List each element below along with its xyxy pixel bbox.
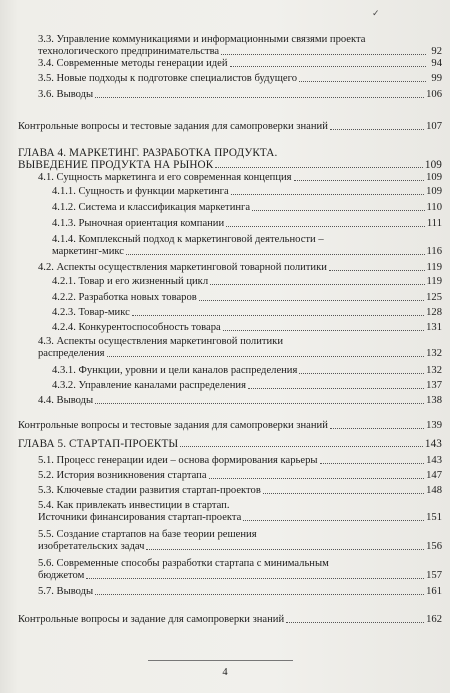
toc-entry-4-3-1 xyxy=(52,365,442,377)
toc-entry-text: 5.3. Ключевые стадии развития стартап-проектов xyxy=(38,485,261,496)
toc-entry-text: 4.2.3. Товар-микс xyxy=(52,307,130,318)
toc-page-number: 119 xyxy=(426,276,442,287)
toc-entry-text: 5.7. Выводы xyxy=(38,586,94,597)
toc-entry-3-4 xyxy=(38,58,442,70)
toc-entry-text: 4.1.3. Рыночная ориентация компании xyxy=(52,218,225,229)
leader-dots xyxy=(210,284,424,285)
leader-dots xyxy=(243,520,424,521)
leader-dots xyxy=(299,373,424,374)
toc-entry-5-5 xyxy=(38,529,442,553)
toc-page-number: 111 xyxy=(426,218,442,229)
toc-entry-4-1-1 xyxy=(52,186,442,198)
toc-entry-text: 3.5. Новые подходы к подготовке специалистов будущего xyxy=(38,73,297,84)
toc-entry-5-7 xyxy=(38,586,442,598)
toc-page-number: 110 xyxy=(426,202,442,213)
leader-dots xyxy=(248,388,424,389)
toc-entry-text: 4.4. Выводы xyxy=(38,395,94,406)
toc-page-number: 107 xyxy=(426,121,442,132)
toc-entry-text: Контрольные вопросы и тестовые задания для самопроверки знаний xyxy=(18,420,328,431)
toc-page-number: 132 xyxy=(426,365,442,376)
leader-dots xyxy=(209,478,425,479)
leader-dots xyxy=(95,403,424,404)
toc-page-number: 94 xyxy=(431,58,442,69)
leader-dots xyxy=(320,463,425,464)
leader-dots xyxy=(221,54,426,55)
toc-entry-text: Источники финансирования стартап-проекта xyxy=(38,512,242,523)
toc-entry-4-2-2 xyxy=(52,292,442,304)
toc-entry-4-3-2 xyxy=(52,380,442,392)
toc-entry-text: 4.2.2. Разработка новых товаров xyxy=(52,292,197,303)
toc-entry-text: 4.3.2. Управление каналами распределения xyxy=(52,380,246,391)
leader-dots xyxy=(215,167,423,168)
toc-page-number: 148 xyxy=(426,485,442,496)
toc-entry-text: изобретательских задач xyxy=(38,541,145,552)
toc-page-number: 99 xyxy=(431,73,442,84)
toc-entry-text: 4.1. Сущность маркетинга и его современная концепция xyxy=(38,172,292,183)
leader-dots xyxy=(330,428,424,429)
toc-entry-text: бюджетом xyxy=(38,570,85,581)
leader-dots xyxy=(132,315,424,316)
toc-entry-text: 4.2.1. Товар и его жизненный цикл xyxy=(52,276,209,287)
toc-entry-text: 5.4. Как привлекать инвестиции в стартап. xyxy=(38,500,230,511)
toc-page-number: 138 xyxy=(426,395,442,406)
chapter-title: ГЛАВА 4. МАРКЕТИНГ. РАЗРАБОТКА ПРОДУКТА. xyxy=(18,147,278,159)
chapter-title: ВЫВЕДЕНИЕ ПРОДУКТА НА РЫНОК xyxy=(18,159,214,171)
toc-page-number: 116 xyxy=(426,246,442,257)
toc-page-number: 128 xyxy=(426,307,442,318)
toc-page-number: 131 xyxy=(426,322,442,333)
toc-entry-text: 4.3.1. Функции, уровни и цели каналов распределения xyxy=(52,365,298,376)
toc-entry-text: маркетинг-микс xyxy=(52,246,125,257)
leader-dots xyxy=(95,594,424,595)
toc-entry-4-2-1 xyxy=(52,276,442,288)
toc-entry-text: 5.5. Создание стартапов на базе теории решения xyxy=(38,529,257,540)
toc-page-number: 157 xyxy=(426,570,442,581)
leader-dots xyxy=(95,97,424,98)
toc-entry-3-3 xyxy=(38,34,442,58)
toc-page-number: 106 xyxy=(426,89,442,100)
leader-dots xyxy=(286,622,424,623)
toc-page-number: 151 xyxy=(426,512,442,523)
toc-entry-text: 4.2. Аспекты осуществления маркетинговой товарной политики xyxy=(38,262,327,273)
toc-entry-3-6 xyxy=(38,89,442,101)
toc-entry-text: 5.1. Процесс генерации идеи – основа формирования карьеры xyxy=(38,455,318,466)
toc-entry-5-1 xyxy=(38,455,442,467)
leader-dots xyxy=(330,129,424,130)
toc-chapter-5 xyxy=(18,438,442,450)
leader-dots xyxy=(199,300,424,301)
leader-dots xyxy=(107,356,425,357)
toc-page-number: 143 xyxy=(426,455,442,466)
toc-entry-5-2 xyxy=(38,470,442,482)
leader-dots xyxy=(231,194,424,195)
leader-dots xyxy=(180,446,423,447)
toc-entry-text: 4.1.1. Сущность и функции маркетинга xyxy=(52,186,229,197)
leader-dots xyxy=(230,66,426,67)
toc-page-number: 137 xyxy=(426,380,442,391)
leader-dots xyxy=(223,330,424,331)
toc-page-number: 139 xyxy=(426,420,442,431)
toc-page-number: 109 xyxy=(426,172,442,183)
chapter-title: ГЛАВА 5. СТАРТАП-ПРОЕКТЫ xyxy=(18,438,179,450)
toc-page-number: 132 xyxy=(426,348,442,359)
toc-page-number: 119 xyxy=(426,262,442,273)
toc-entry-text: 5.6. Современные способы разработки стартапа с минимальным xyxy=(38,558,329,569)
toc-entry-text: 4.3. Аспекты осуществления маркетинговой политики xyxy=(38,336,283,347)
leader-dots xyxy=(226,226,425,227)
toc-entry-text: 4.1.4. Комплексный подход к маркетинговой деятельности – xyxy=(52,234,324,245)
toc-entry-text: 3.3. Управление коммуникациями и информационными связями проекта xyxy=(38,34,366,45)
toc-entry-3-5 xyxy=(38,73,442,85)
toc-page-number: 147 xyxy=(426,470,442,481)
leader-dots xyxy=(126,254,424,255)
footer-rule xyxy=(148,660,293,661)
leader-dots xyxy=(252,210,424,211)
leader-dots xyxy=(86,578,424,579)
toc-entry-4-1-2 xyxy=(52,202,442,214)
toc-entry-text: 4.1.2. Система и классификация маркетинга xyxy=(52,202,251,213)
toc-entry-4-2 xyxy=(38,262,442,274)
toc-entry-text: 3.4. Современные методы генерации идей xyxy=(38,58,228,69)
toc-entry-5-6 xyxy=(38,558,442,582)
leader-dots xyxy=(294,180,425,181)
toc-page-number: 156 xyxy=(426,541,442,552)
toc-entry-text: 5.2. История возникновения стартапа xyxy=(38,470,207,481)
toc-entry-4-2-3 xyxy=(52,307,442,319)
toc-entry-text: Контрольные вопросы и задание для самопроверки знаний xyxy=(18,614,285,625)
toc-entry-text: 3.6. Выводы xyxy=(38,89,94,100)
page-number: 4 xyxy=(222,667,228,678)
toc-entry-4-3 xyxy=(38,336,442,360)
toc-entry-4-2-4 xyxy=(52,322,442,334)
toc-entry-text: технологического предпринимательства xyxy=(38,46,220,57)
toc-entry-control-5 xyxy=(18,614,442,626)
leader-dots xyxy=(329,270,425,271)
toc-entry-4-1-4 xyxy=(52,234,442,258)
toc-entry-4-4 xyxy=(38,395,442,407)
toc-page-number: 109 xyxy=(426,186,442,197)
toc-page-number: 125 xyxy=(426,292,442,303)
toc-entry-control-4 xyxy=(18,420,442,432)
toc-entry-control-3 xyxy=(18,121,442,133)
toc-page-number: 92 xyxy=(431,46,442,57)
toc-entry-4-1-3 xyxy=(52,218,442,230)
leader-dots xyxy=(263,493,424,494)
toc-page-number: 162 xyxy=(426,614,442,625)
toc-entry-5-4 xyxy=(38,500,442,524)
toc-entry-text: 4.2.4. Конкурентоспособность товара xyxy=(52,322,221,333)
toc-page-number: 143 xyxy=(424,438,442,450)
toc-entry-5-3 xyxy=(38,485,442,497)
toc-page-number: 161 xyxy=(426,586,442,597)
toc-entry-4-1 xyxy=(38,172,442,184)
scan-mark: ✓ xyxy=(372,8,380,18)
leader-dots xyxy=(299,81,426,82)
toc-chapter-4 xyxy=(18,147,442,171)
toc-entry-text: распределения xyxy=(38,348,105,359)
toc-entry-text: Контрольные вопросы и тестовые задания для самопроверки знаний xyxy=(18,121,328,132)
leader-dots xyxy=(146,549,424,550)
toc-page-number: 109 xyxy=(424,159,442,171)
